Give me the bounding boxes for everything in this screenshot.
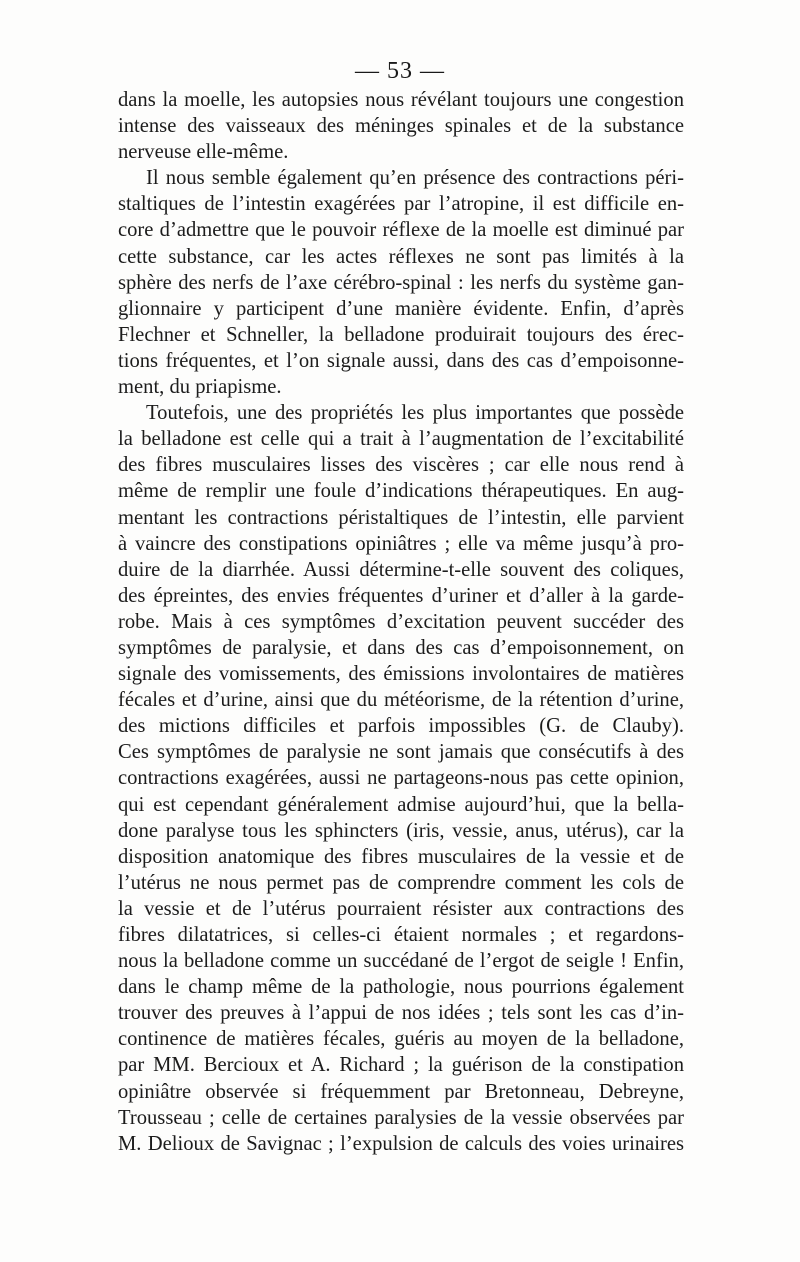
text-line: continence de matières fécales, guéris au moyen de la belladone,: [118, 1028, 684, 1051]
text-line: des fibres musculaires lisses des viscères ; car elle nous rend à: [118, 454, 684, 477]
text-line: mentant les contractions péristaltiques de l’intestin, elle parvient: [118, 506, 684, 529]
body-text: [118, 87, 684, 1157]
text-line: intense des vaisseaux des méninges spinales et de la substance: [118, 115, 684, 138]
text-line: tions fréquentes, et l’on signale aussi, dans des cas d’empoisonne-: [118, 349, 684, 372]
text-line: cette substance, car les actes réflexes ne sont pas limités à la: [118, 245, 684, 268]
text-line: dans la moelle, les autopsies nous révélant toujours une congestion: [118, 89, 684, 111]
text-line: robe. Mais à ces symptômes d’excitation peuvent succéder des: [118, 610, 684, 633]
text-line: opiniâtre observée si fréquemment par Bretonneau, Debreyne,: [118, 1080, 684, 1103]
text-line: contractions exagérées, aussi ne partageons-nous pas cette opinion,: [118, 767, 684, 790]
text-line: fécales et d’urine, ainsi que du météorisme, de la rétention d’urine,: [118, 689, 684, 712]
text-line: Il nous semble également qu’en présence des contractions péri-: [146, 167, 684, 190]
text-line: trouver des preuves à l’appui de nos idées ; tels sont les cas d’in-: [118, 1002, 684, 1025]
text-line: signale des vomissements, des émissions involontaires de matières: [118, 663, 684, 686]
text-line: Ces symptômes de paralysie ne sont jamais que consécutifs à des: [118, 741, 684, 764]
text-line: glionnaire y participent d’une manière évidente. Enfin, d’après: [118, 297, 684, 320]
page-number: — 53 —: [355, 58, 445, 84]
text-line: M. Delioux de Savignac ; l’expulsion de calculs des voies urinaires: [118, 1132, 684, 1155]
text-line: Toutefois, une des propriétés les plus importantes que possède: [146, 402, 684, 425]
text-line: à vaincre des constipations opiniâtres ; elle va même jusqu’à pro-: [118, 532, 684, 555]
text-line: même de remplir une foule d’indications thérapeutiques. En aug-: [118, 480, 684, 503]
text-line: des épreintes, des envies fréquentes d’uriner et d’aller à la garde-: [118, 584, 684, 607]
text-line: staltiques de l’intestin exagérées par l’atropine, il est difficile en-: [118, 193, 684, 216]
text-line: Flechner et Schneller, la belladone produirait toujours des érec-: [118, 323, 684, 346]
text-line: disposition anatomique des fibres musculaires de la vessie et de: [118, 845, 684, 868]
text-line: done paralyse tous les sphincters (iris, vessie, anus, utérus), car la: [118, 819, 684, 842]
text-line: la vessie et de l’utérus pourraient résister aux contractions des: [118, 897, 684, 920]
text-line: qui est cependant généralement admise aujourd’hui, que la bella-: [118, 793, 684, 816]
text-line: core d’admettre que le pouvoir réflexe de la moelle est diminué par: [118, 219, 684, 242]
text-line: ment, du priapisme.: [118, 376, 282, 399]
text-line: la belladone est celle qui a trait à l’augmentation de l’excitabilité: [118, 428, 684, 451]
text-line: par MM. Bercioux et A. Richard ; la guérison de la constipation: [118, 1054, 684, 1077]
text-line: Trousseau ; celle de certaines paralysies de la vessie observées par: [118, 1106, 684, 1129]
text-line: fibres dilatatrices, si celles-ci étaient normales ; et regardons-: [118, 924, 684, 946]
text-line: dans le champ même de la pathologie, nous pourrions également: [118, 976, 684, 999]
text-line: symptômes de paralysie, et dans des cas d’empoisonnement, on: [118, 636, 684, 659]
text-line: des mictions difficiles et parfois impossibles (G. de Clauby).: [118, 715, 684, 738]
text-line: sphère des nerfs de l’axe cérébro-spinal : les nerfs du système gan-: [118, 271, 684, 294]
text-line: nous la belladone comme un succédané de l’ergot de seigle ! Enfin,: [118, 950, 684, 973]
text-line: duire de la diarrhée. Aussi détermine-t-elle souvent des coliques,: [118, 558, 684, 581]
text-line: l’utérus ne nous permet pas de comprendre comment les cols de: [118, 871, 684, 894]
text-line: nerveuse elle-même.: [118, 141, 289, 164]
